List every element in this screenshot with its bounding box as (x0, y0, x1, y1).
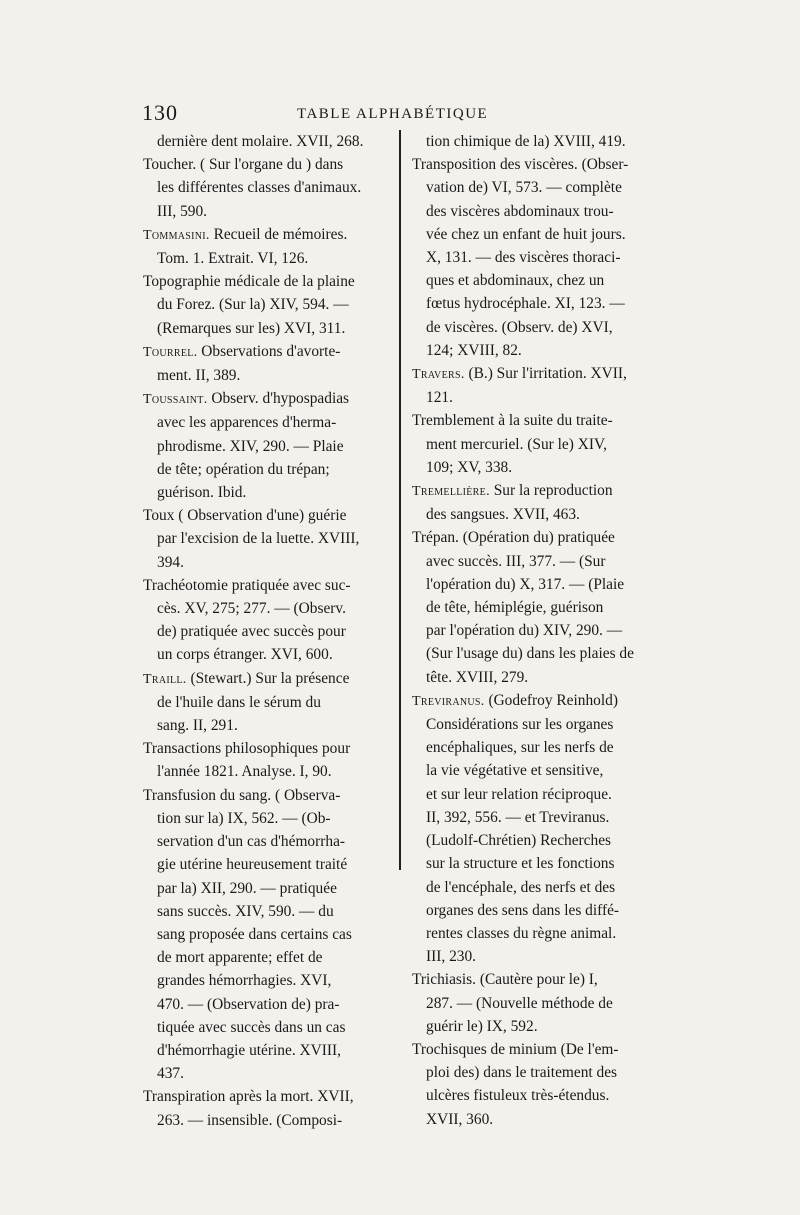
index-line: de l'huile dans le sérum du (157, 693, 321, 711)
index-line: fœtus hydrocéphale. XI, 123. — (426, 295, 625, 313)
index-line: (Sur l'usage du) dans les plaies de (426, 645, 634, 663)
index-line: phrodisme. XIV, 290. — Plaie (157, 437, 344, 455)
index-line: Tremellière. Sur la reproduction (412, 482, 613, 500)
index-line: III, 590. (157, 202, 208, 220)
index-line: la vie végétative et sensitive, (426, 762, 604, 780)
left-column (143, 130, 393, 1132)
index-line: Trachéotomie pratiquée avec suc- (143, 576, 351, 594)
index-line: (Remarques sur les) XVI, 311. (157, 319, 346, 337)
index-line: Travers. (B.) Sur l'irritation. XVII, (412, 365, 627, 383)
index-line: organes des sens dans les diffé- (426, 901, 620, 919)
index-line: Tremblement à la suite du traite- (412, 412, 613, 430)
index-line: ulcères fistuleux très-étendus. (426, 1087, 610, 1105)
index-line: des sangsues. XVII, 463. (426, 506, 580, 524)
index-line: par la) XII, 290. — pratiquée (157, 879, 337, 897)
index-line: Trochisques de minium (De l'em- (412, 1040, 619, 1058)
index-line: sur la structure et les fonctions (426, 855, 615, 873)
index-line: tête. XVIII, 279. (426, 668, 529, 686)
index-line: sang proposée dans certains cas (157, 925, 352, 943)
index-line: et sur leur relation réciproque. (426, 785, 612, 803)
index-line: ment. II, 389. (157, 367, 241, 385)
index-line: un corps étranger. XVI, 600. (157, 646, 333, 664)
index-line: Transposition des viscères. (Obser- (412, 156, 629, 174)
page-number: 130 (142, 100, 178, 125)
index-line: du Forez. (Sur la) XIV, 594. — (157, 296, 349, 314)
index-line: (Ludolf-Chrétien) Recherches (426, 832, 612, 850)
index-line: grandes hémorrhagies. XVI, (157, 972, 332, 990)
index-line: 394. (157, 553, 184, 571)
index-line: II, 392, 556. — et Treviranus. (426, 808, 610, 826)
index-line: vation de) VI, 573. — complète (426, 179, 622, 197)
index-line: rentes classes du règne animal. (426, 924, 617, 942)
index-line: de tête; opération du trépan; (157, 460, 330, 478)
index-line: d'hémorrhagie utérine. XVIII, (157, 1041, 341, 1059)
index-line: ment mercuriel. (Sur le) XIV, (426, 435, 607, 453)
index-line: l'année 1821. Analyse. I, 90. (157, 763, 332, 781)
index-line: Considérations sur les organes (426, 716, 614, 734)
index-line: guérir le) IX, 592. (426, 1017, 538, 1035)
index-line: avec succès. III, 377. — (Sur (426, 552, 606, 570)
index-line: Trépan. (Opération du) pratiquée (412, 529, 615, 547)
index-line: par l'excision de la luette. XVIII, (157, 530, 360, 548)
index-line: de tête, hémiplégie, guérison (426, 599, 604, 617)
index-line: gie utérine heureusement traité (157, 856, 348, 874)
index-line: X, 131. — des viscères thoraci- (426, 249, 621, 267)
index-line: dernière dent molaire. XVII, 268. (157, 133, 364, 150)
index-line: Toucher. ( Sur l'organe du ) dans (143, 156, 344, 174)
index-line: encéphaliques, sur les nerfs de (426, 739, 614, 757)
index-line: 124; XVIII, 82. (426, 341, 522, 359)
index-line: 121. (426, 389, 453, 407)
index-line: ques et abdominaux, chez un (426, 272, 605, 290)
index-line: sang. II, 291. (157, 717, 238, 735)
index-line: avec les apparences d'herma- (157, 414, 337, 432)
index-line: tiquée avec succès dans un cas (157, 1018, 346, 1036)
index-line: 109; XV, 338. (426, 458, 513, 476)
index-line: 470. — (Observation de) pra- (157, 995, 340, 1013)
index-line: de viscères. (Observ. de) XVI, (426, 318, 613, 336)
index-line: sans succès. XIV, 590. — du (157, 902, 334, 920)
index-line: servation d'un cas d'hémorrha- (157, 833, 346, 851)
index-line: des viscères abdominaux trou- (426, 202, 614, 220)
index-line: Treviranus. (Godefroy Reinhold) (412, 691, 618, 709)
index-line: Transpiration après la mort. XVII, (143, 1088, 354, 1106)
index-line: III, 230. (426, 948, 477, 966)
index-line: Toux ( Observation d'une) guérie (143, 507, 347, 525)
index-line: cès. XV, 275; 277. — (Observ. (157, 600, 346, 618)
index-line: Traill. (Stewart.) Sur la présence (143, 669, 350, 687)
index-line: Tom. 1. Extrait. VI, 126. (157, 250, 309, 268)
index-line: 263. — insensible. (Composi- (157, 1111, 343, 1129)
index-line: par l'opération du) XIV, 290. — (426, 622, 623, 640)
right-column (412, 130, 664, 1131)
index-line: Transfusion du sang. ( Observa- (143, 786, 341, 804)
index-line: Toussaint. Observ. d'hypospadias (143, 390, 350, 408)
index-line: de l'encéphale, des nerfs et des (426, 878, 616, 896)
index-line: de mort apparente; effet de (157, 949, 323, 967)
index-line: ploi des) dans le traitement des (426, 1064, 618, 1082)
index-line: les différentes classes d'animaux. (157, 179, 362, 197)
index-line: tion chimique de la) XVIII, 419. (426, 133, 626, 150)
index-line: 437. (157, 1065, 184, 1083)
index-line: Trichiasis. (Cautère pour le) I, (412, 971, 598, 989)
index-line: Transactions philosophiques pour (143, 740, 351, 758)
index-line: vée chez un enfant de huit jours. (426, 225, 626, 243)
index-line: Tourrel. Observations d'avorte- (143, 342, 341, 360)
index-line: Tommasini. Recueil de mémoires. (143, 225, 348, 243)
index-line: tion sur la) IX, 562. — (Ob- (157, 809, 331, 827)
index-line: l'opération du) X, 317. — (Plaie (426, 575, 625, 593)
index-line: guérison. Ibid. (157, 484, 247, 502)
index-line: de) pratiquée avec succès pour (157, 623, 346, 641)
index-line: XVII, 360. (426, 1110, 494, 1128)
index-line: Topographie médicale de la plaine (143, 273, 355, 291)
page-header (142, 100, 662, 130)
index-line: 287. — (Nouvelle méthode de (426, 994, 613, 1012)
column-divider (399, 130, 401, 870)
running-title: TABLE ALPHABÉTIQUE (297, 106, 489, 122)
